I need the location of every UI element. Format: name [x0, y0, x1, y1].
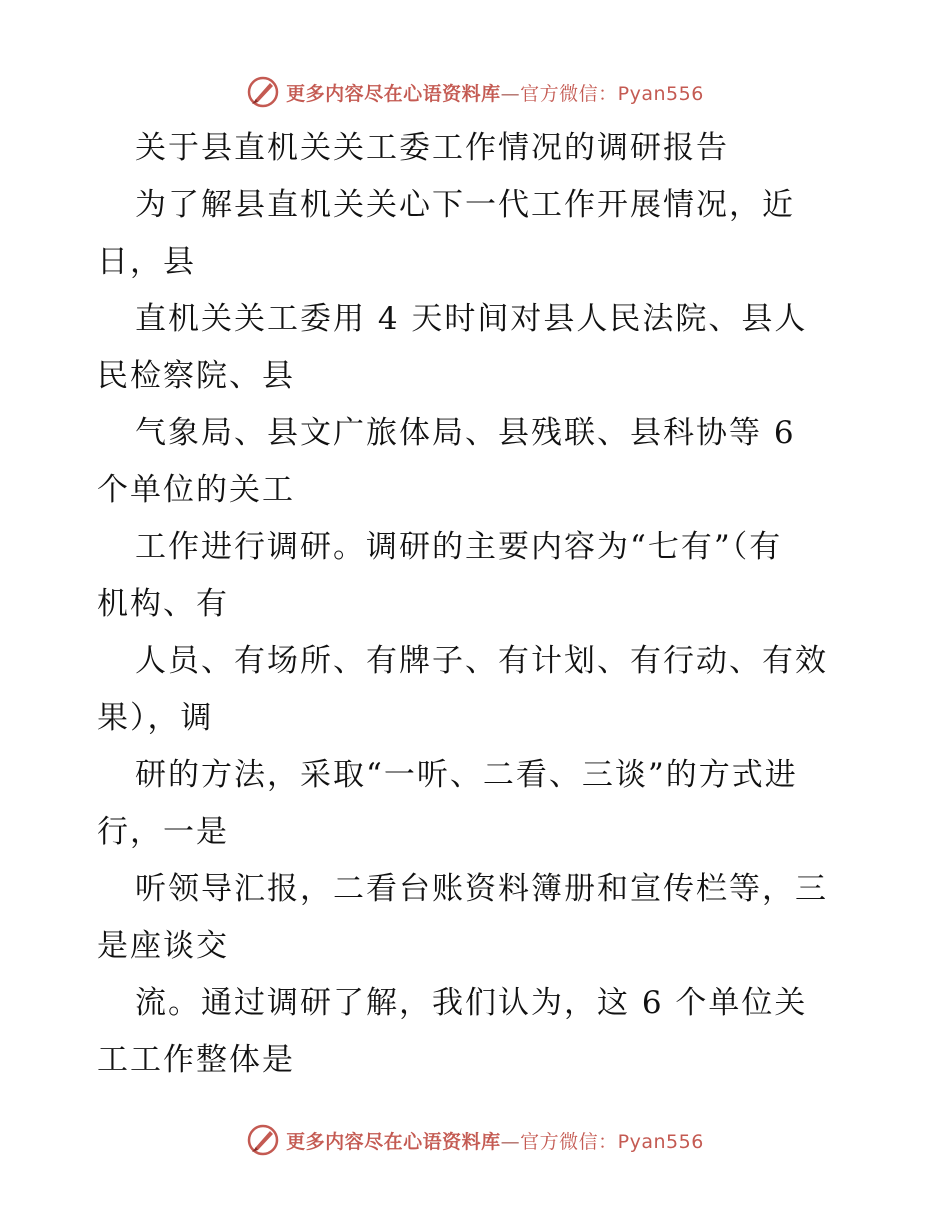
watermark-text: 更多内容尽在心语资料库—官方微信：Pyan556 [286, 1130, 704, 1153]
paragraph-line: 听领导汇报，二看台账资料簿册和宣传栏等，三 [135, 871, 828, 907]
watermark-text: 更多内容尽在心语资料库—官方微信：Pyan556 [286, 82, 704, 105]
paragraph-line: 行，一是 [97, 814, 229, 850]
paragraph-line: 日，县 [97, 244, 196, 280]
quill-pen-seal-icon [246, 75, 280, 109]
paragraph-line: 气象局、县文广旅体局、县残联、县科协等 6 [135, 415, 796, 451]
paragraph-line: 研的方法，采取“一听、二看、三谈”的方式进 [135, 757, 798, 793]
paragraph-line: 果），调 [97, 700, 214, 736]
paragraph-line: 为了解县直机关关心下一代工作开展情况，近 [135, 187, 795, 223]
quill-pen-seal-icon [246, 1123, 280, 1157]
header-watermark [0, 72, 950, 112]
paragraph-line: 机构、有 [97, 586, 229, 622]
paragraph-line: 工作进行调研。调研的主要内容为“七有”（有 [135, 529, 783, 565]
paragraph-line: 民检察院、县 [97, 358, 295, 394]
document-body [97, 120, 857, 1089]
paragraph-line: 人员、有场所、有牌子、有计划、有行动、有效 [135, 643, 828, 679]
paragraph-line: 个单位的关工 [97, 472, 295, 508]
paragraph-line: 是座谈交 [97, 928, 229, 964]
paragraph-line: 工工作整体是 [97, 1042, 295, 1078]
document-title: 关于县直机关关工委工作情况的调研报告 [135, 130, 729, 166]
paragraph-line: 直机关关工委用 4 天时间对县人民法院、县人 [135, 301, 808, 337]
footer-watermark [0, 1120, 950, 1160]
paragraph-line: 流。通过调研了解，我们认为，这 6 个单位关 [135, 985, 808, 1021]
